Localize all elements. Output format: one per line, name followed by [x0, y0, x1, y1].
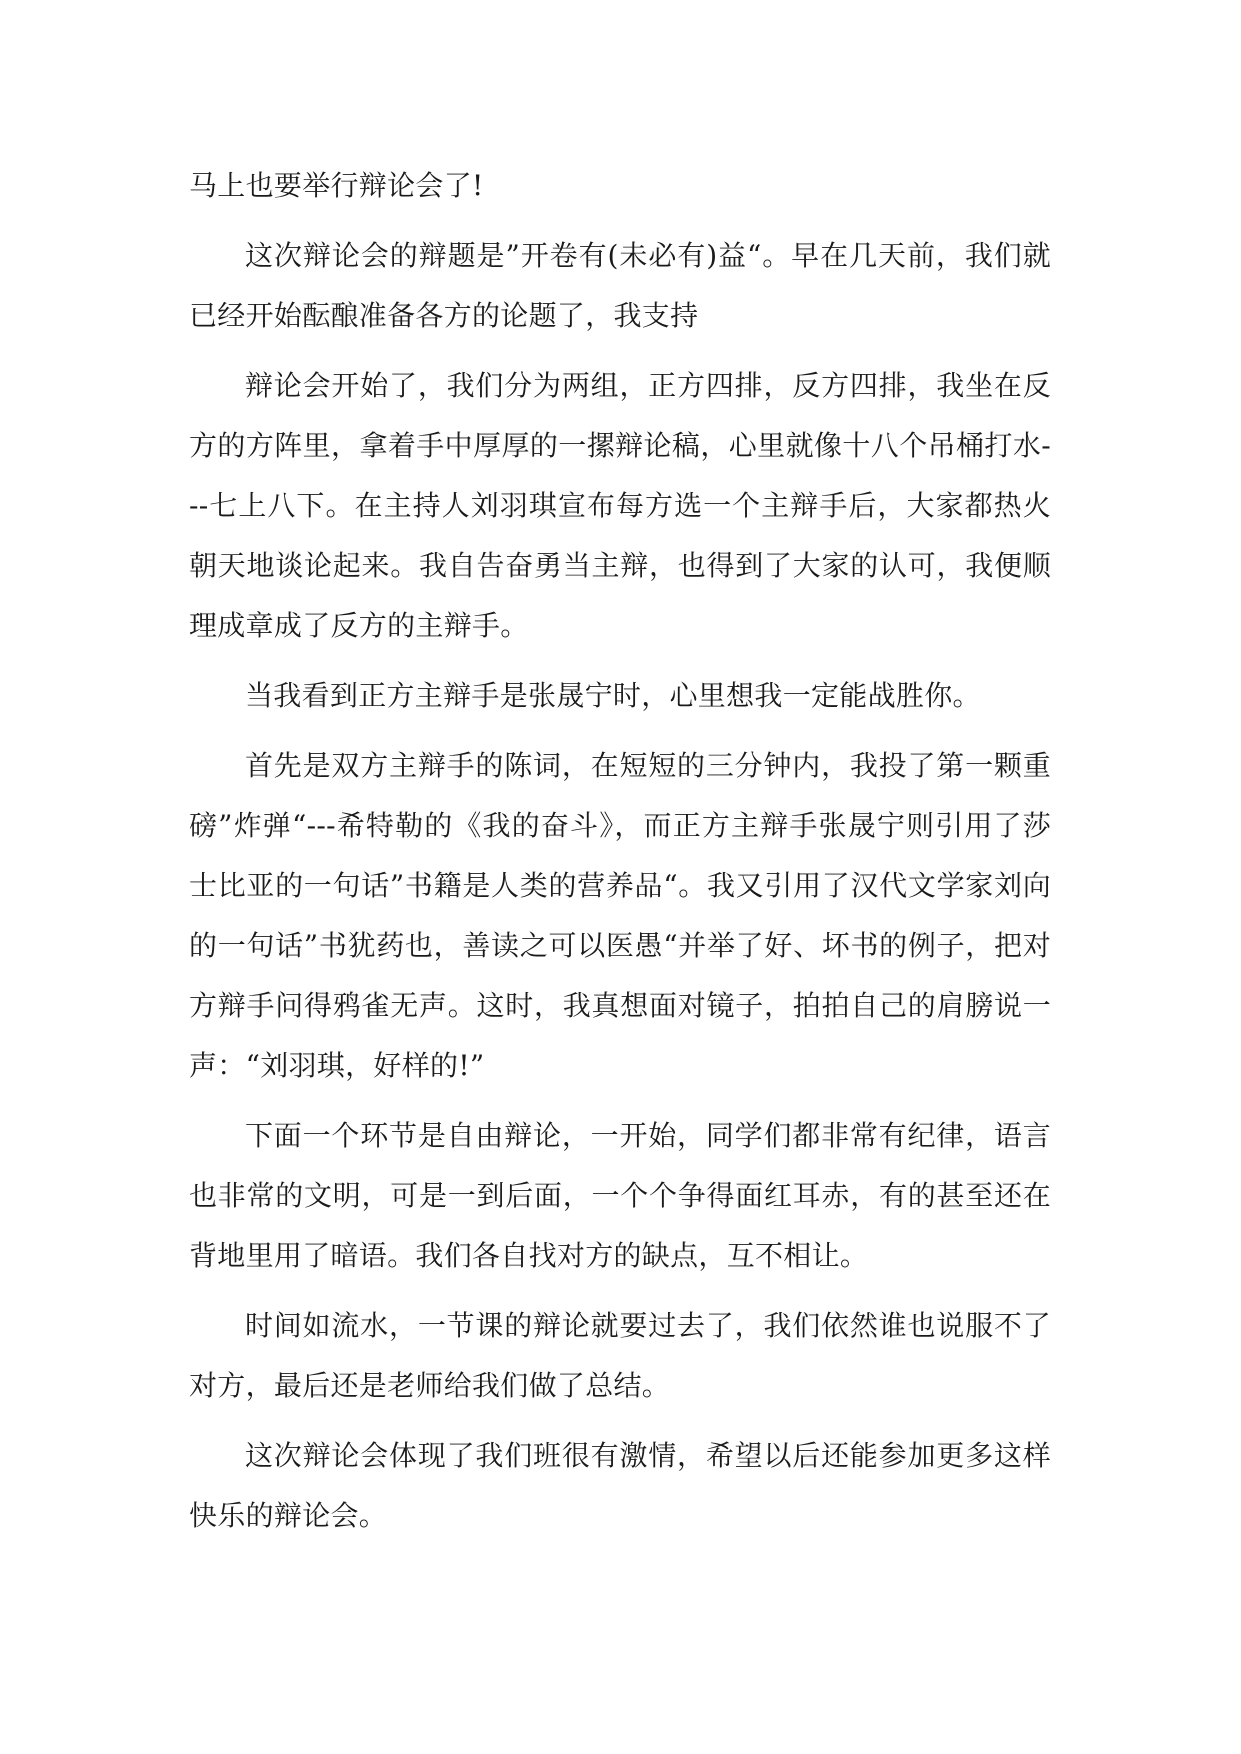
paragraph-5: 首先是双方主辩手的陈词，在短短的三分钟内，我投了第一颗重磅”炸弹“---希特勒的《我的奋斗》，而正方主辩手张晟宁则引用了莎士比亚的一句话”书籍是人类的营养品“。我又引用了汉代文学家刘向的一句话”书犹药也，善读之可以医愚“并举了好、坏书的例子，把对方辩手问得鸦雀无声。这时，我真想面对镜子，拍拍自己的肩膀说一声：“刘羽琪，好样的!” — [189, 749, 1051, 1082]
paragraph-8: 这次辩论会体现了我们班很有激情，希望以后还能参加更多这样快乐的辩论会。 — [189, 1439, 1051, 1532]
document-body — [189, 156, 1051, 1556]
paragraph-6: 下面一个环节是自由辩论，一开始，同学们都非常有纪律，语言也非常的文明，可是一到后面，一个个争得面红耳赤，有的甚至还在背地里用了暗语。我们各自找对方的缺点，互不相让。 — [189, 1119, 1051, 1272]
paragraph-1: 马上也要举行辩论会了! — [189, 169, 484, 202]
paragraph-2: 这次辩论会的辩题是”开卷有(未必有)益“。早在几天前，我们就已经开始酝酿准备各方的论题了，我支持 — [189, 239, 1051, 332]
paragraph-4: 当我看到正方主辩手是张晟宁时，心里想我一定能战胜你。 — [245, 679, 981, 712]
paragraph-3: 辩论会开始了，我们分为两组，正方四排，反方四排，我坐在反方的方阵里，拿着手中厚厚的一摞辩论稿，心里就像十八个吊桶打水---七上八下。在主持人刘羽琪宣布每方选一个主辩手后，大家都热火朝天地谈论起来。我自告奋勇当主辩，也得到了大家的认可，我便顺理成章成了反方的主辩手。 — [189, 369, 1051, 642]
paragraph-7: 时间如流水，一节课的辩论就要过去了，我们依然谁也说服不了对方，最后还是老师给我们做了总结。 — [189, 1309, 1051, 1402]
